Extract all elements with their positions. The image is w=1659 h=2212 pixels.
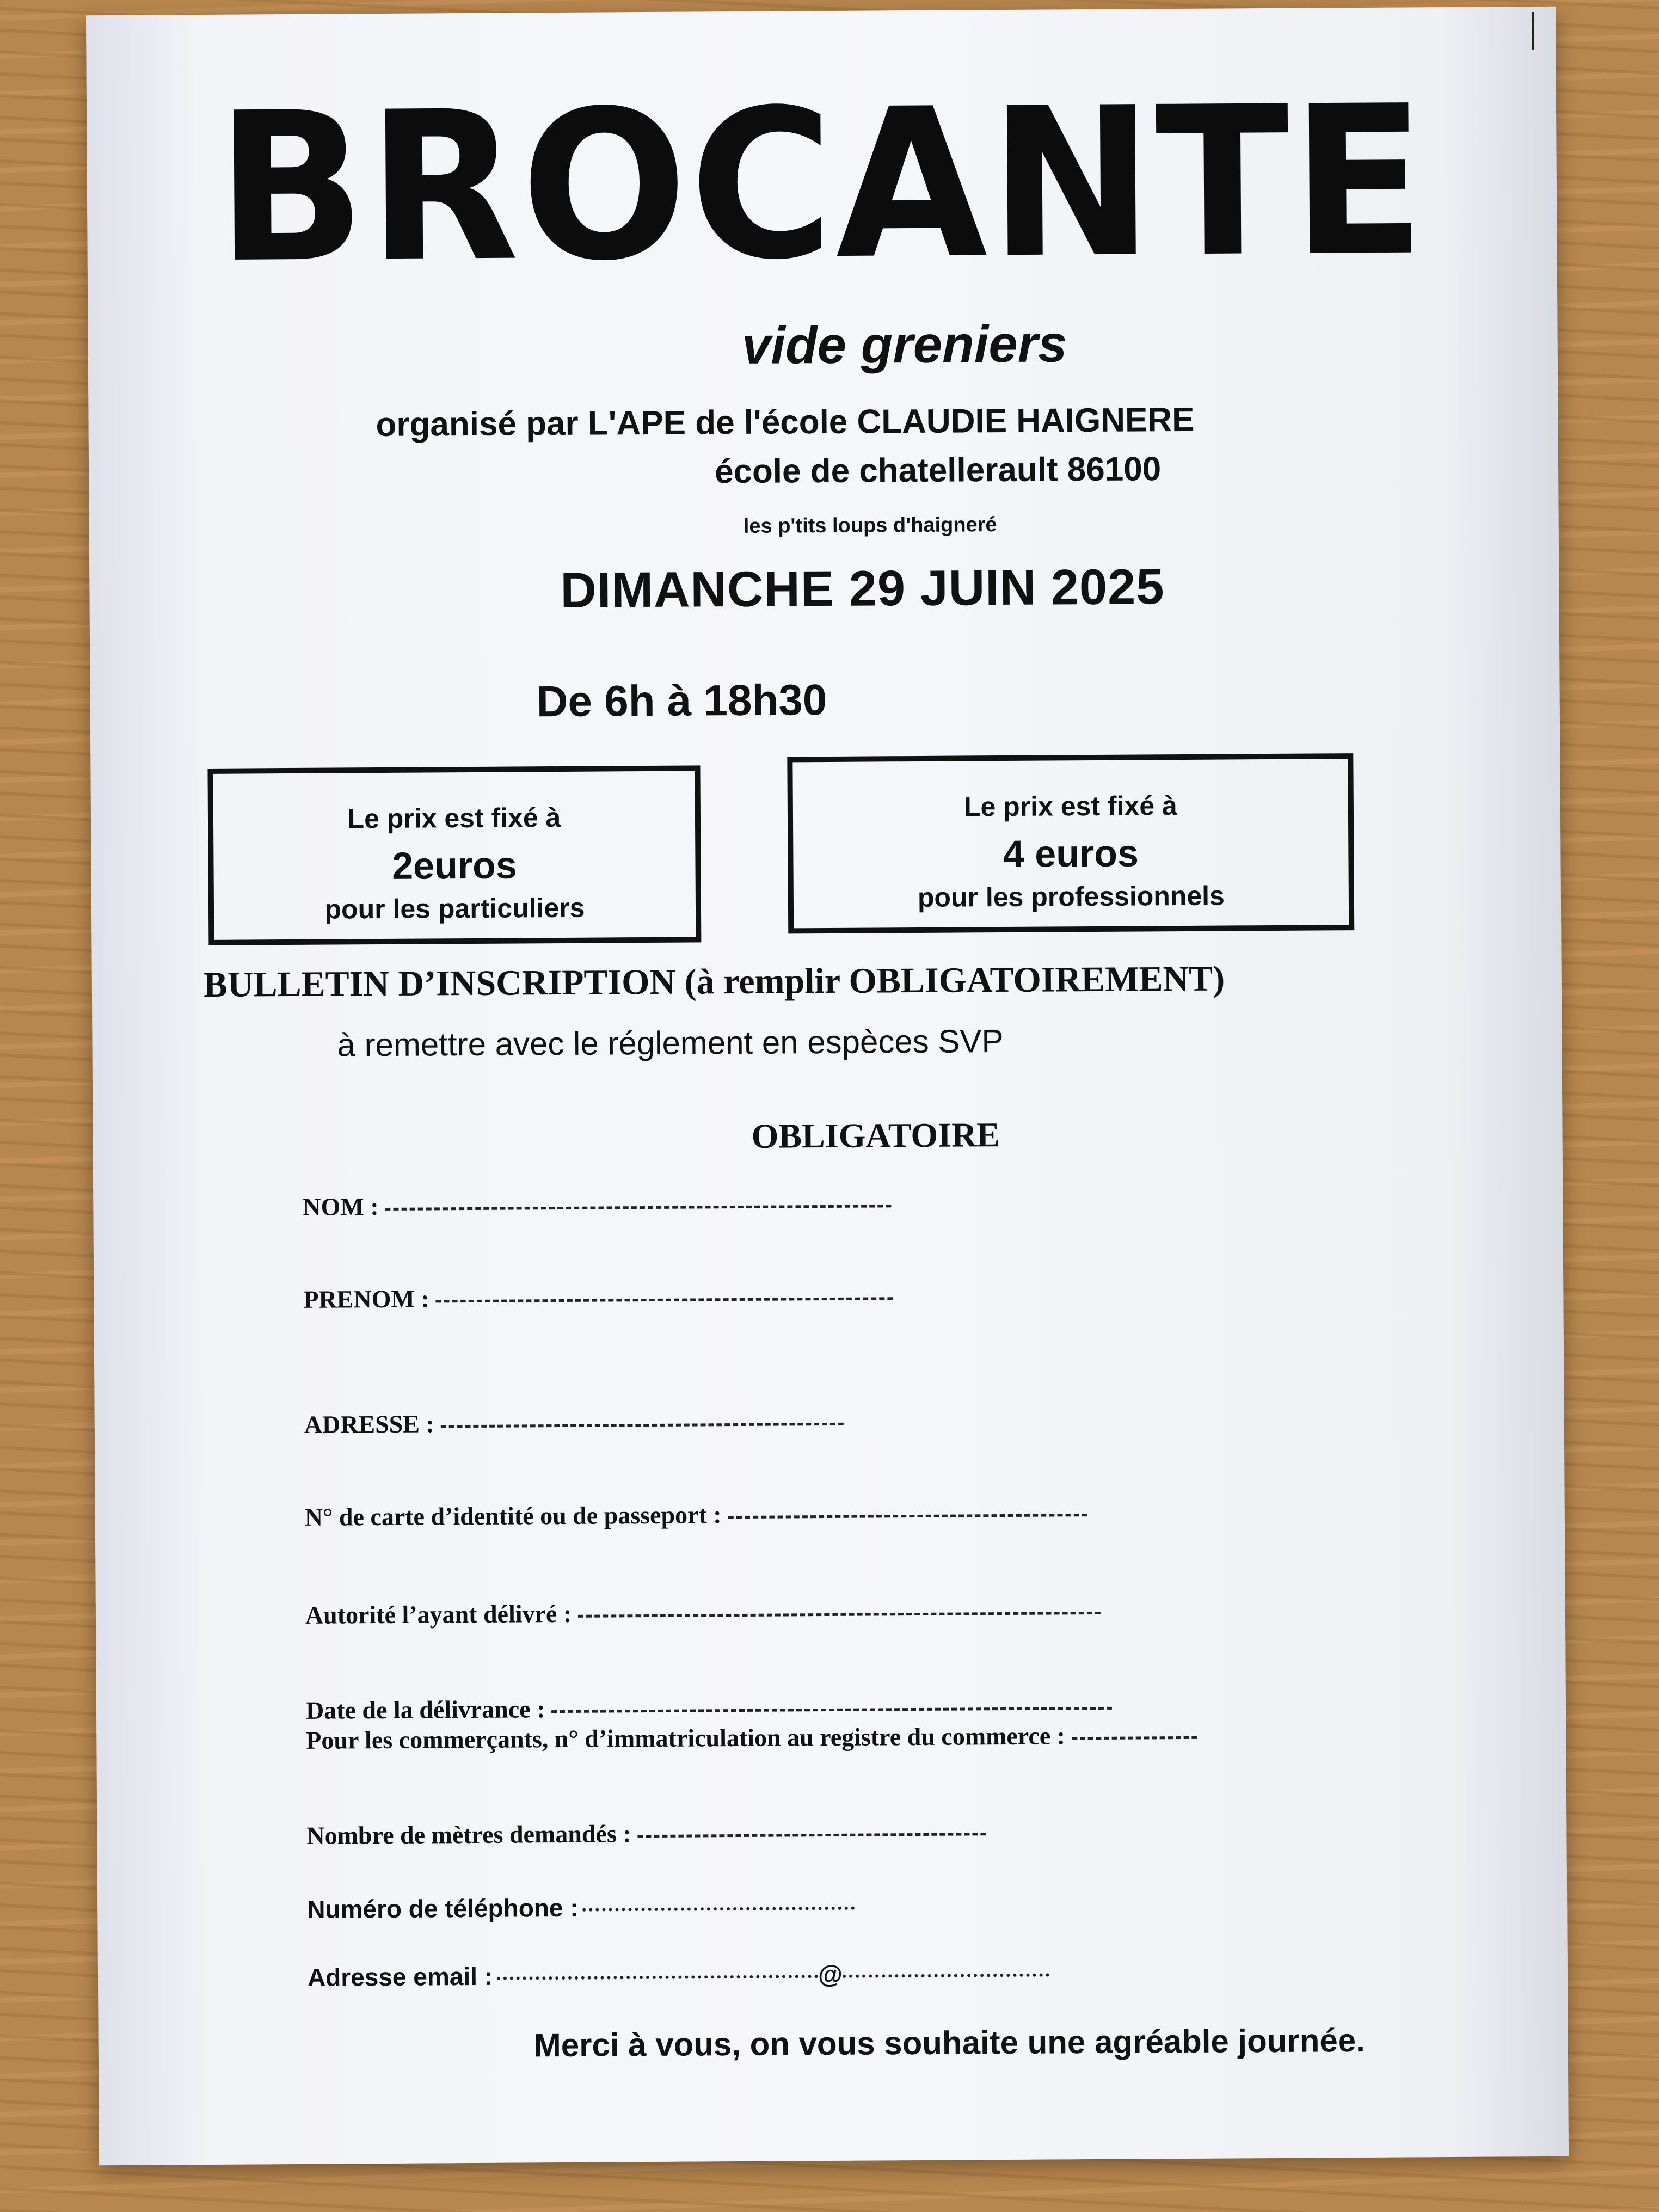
field-issue-date-label: Date de la délivrance :: [305, 1695, 545, 1724]
price-box-individuals: [207, 765, 701, 945]
field-issue-date-line[interactable]: [551, 1707, 1112, 1713]
field-nom-label: NOM :: [303, 1193, 379, 1221]
field-authority: [305, 1596, 1101, 1630]
price-label: Le prix est fixé à: [963, 790, 1177, 822]
price-audience: pour les particuliers: [324, 892, 585, 925]
field-adresse-line[interactable]: [441, 1423, 844, 1428]
field-trade-register-line[interactable]: [1072, 1736, 1197, 1740]
flyer-page: [86, 7, 1569, 2165]
price-audience: pour les professionnels: [917, 880, 1225, 913]
field-meters-line[interactable]: [638, 1833, 986, 1838]
field-email-user-line[interactable]: [497, 1975, 818, 1980]
field-id-card: [305, 1498, 1087, 1532]
flyer-title: BROCANTE: [215, 61, 1428, 309]
field-email-label: Adresse email :: [307, 1962, 493, 1992]
event-date: DIMANCHE 29 JUIN 2025: [560, 559, 1165, 618]
field-phone-label: Numéro de téléphone :: [307, 1893, 579, 1924]
field-authority-line[interactable]: [578, 1612, 1101, 1618]
organizer-line: organisé par L'APE de l'école CLAUDIE HAIGNERE: [376, 401, 1195, 444]
field-id-card-line[interactable]: [728, 1514, 1087, 1519]
flyer-subtitle: vide greniers: [741, 315, 1067, 375]
at-sign: @: [818, 1959, 843, 1989]
field-prenom-label: PRENOM :: [303, 1285, 429, 1313]
price-label: Le prix est fixé à: [347, 802, 561, 834]
price-amount: 2euros: [391, 844, 518, 887]
edge-mark: [1532, 12, 1534, 50]
form-instruction: à remettre avec le réglement en espèces SVP: [337, 1023, 1004, 1064]
form-heading: BULLETIN D’INSCRIPTION (à remplir OBLIGATOIREMENT): [203, 958, 1225, 1005]
group-line: les p'tits loups d'haigneré: [743, 513, 997, 538]
field-phone-line[interactable]: [583, 1907, 855, 1912]
required-label: OBLIGATOIRE: [751, 1115, 1000, 1156]
field-nom: [303, 1189, 892, 1221]
field-phone: [307, 1891, 855, 1924]
event-hours: De 6h à 18h30: [536, 675, 827, 726]
field-email-domain-line[interactable]: [843, 1973, 1049, 1977]
school-line: école de chatellerault 86100: [714, 450, 1162, 491]
field-trade-register: [306, 1721, 1197, 1755]
field-nom-line[interactable]: [385, 1205, 892, 1211]
field-id-card-label: N° de carte d’identité ou de passeport :: [304, 1501, 722, 1531]
field-adresse: [304, 1407, 844, 1439]
field-prenom-line[interactable]: [436, 1297, 893, 1302]
closing-message: Merci à vous, on vous souhaite une agréable journée.: [533, 2021, 1366, 2064]
field-issue-date: [306, 1691, 1113, 1725]
field-meters: [306, 1817, 986, 1850]
field-adresse-label: ADRESSE :: [304, 1410, 434, 1439]
field-authority-label: Autorité l’ayant délivré :: [305, 1599, 572, 1629]
field-meters-label: Nombre de mètres demandés :: [306, 1820, 631, 1850]
field-email: [308, 1958, 1049, 1992]
field-trade-register-label: Pour les commerçants, n° d’immatriculation au registre du commerce :: [306, 1722, 1066, 1754]
price-amount: 4 euros: [1003, 832, 1139, 876]
price-box-professionals: [787, 753, 1354, 933]
field-prenom: [303, 1281, 893, 1314]
